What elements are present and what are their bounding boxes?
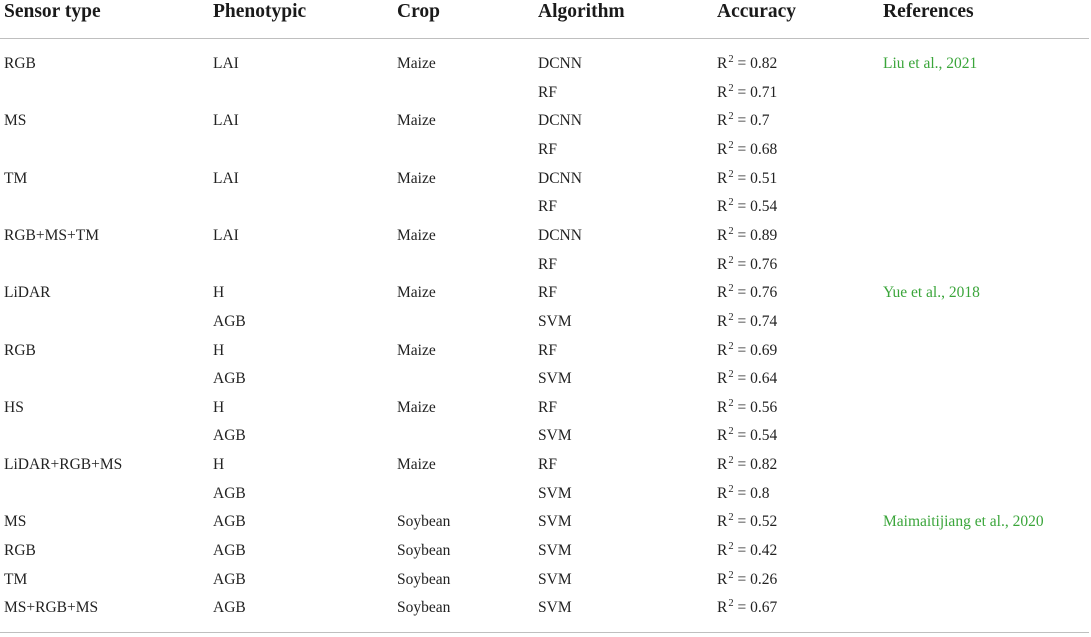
sensor-type-cell: MS: [4, 513, 27, 531]
algorithm-cell: DCNN: [538, 55, 582, 72]
crop-cell: Soybean: [397, 570, 451, 588]
table-row: [0, 570, 1091, 599]
table-row: [0, 169, 1091, 198]
table-header: [0, 0, 1091, 40]
phenotypic-cell: AGB: [213, 427, 246, 445]
accuracy-equals: =: [733, 169, 751, 187]
accuracy-symbol: R: [717, 513, 728, 531]
accuracy-equals: =: [733, 83, 751, 101]
crop-cell: Maize: [397, 226, 436, 244]
accuracy-exponent: 2: [728, 569, 734, 581]
reference-link[interactable]: Maimaitijiang et al., 2020: [883, 513, 1044, 531]
accuracy-symbol: R: [717, 341, 728, 359]
accuracy-symbol: R: [717, 83, 728, 101]
algorithm-cell: SVM: [538, 427, 572, 445]
accuracy-equals: =: [733, 599, 751, 617]
accuracy-symbol: R: [717, 198, 728, 216]
accuracy-value: 0.8: [750, 484, 770, 502]
accuracy-exponent: 2: [728, 512, 734, 524]
table-row: [0, 255, 1091, 284]
accuracy-exponent: 2: [728, 225, 734, 237]
table-row: [0, 369, 1091, 398]
reference-link[interactable]: Liu et al., 2021: [883, 55, 978, 72]
table-row: [0, 54, 1091, 83]
phenotypic-cell: AGB: [213, 513, 246, 531]
accuracy-symbol: R: [717, 169, 728, 187]
phenotypic-cell: AGB: [213, 599, 246, 617]
phenotypic-cell: LAI: [213, 112, 239, 130]
accuracy-symbol: R: [717, 284, 728, 302]
algorithm-cell: RF: [538, 284, 557, 302]
accuracy-exponent: 2: [728, 426, 734, 438]
algorithm-cell: RF: [538, 140, 557, 158]
accuracy-exponent: 2: [728, 455, 734, 467]
crop-cell: Maize: [397, 456, 436, 474]
table-row: [0, 455, 1091, 484]
accuracy-symbol: R: [717, 570, 728, 588]
accuracy-cell: [717, 312, 777, 332]
accuracy-equals: =: [733, 198, 751, 216]
table-row: [0, 283, 1091, 312]
accuracy-cell: [717, 512, 777, 532]
phenotypic-cell: H: [213, 398, 225, 416]
accuracy-equals: =: [733, 370, 751, 388]
accuracy-equals: =: [733, 542, 751, 560]
accuracy-equals: =: [733, 226, 751, 244]
accuracy-symbol: R: [717, 599, 728, 617]
accuracy-exponent: 2: [728, 397, 734, 409]
header-sensor-type: Sensor type: [4, 1, 101, 22]
accuracy-equals: =: [733, 55, 751, 72]
accuracy-symbol: R: [717, 112, 728, 130]
accuracy-exponent: 2: [728, 598, 734, 610]
sensor-type-cell: MS: [4, 112, 27, 130]
table-row: [0, 226, 1091, 255]
accuracy-exponent: 2: [728, 254, 734, 266]
accuracy-cell: [717, 169, 777, 189]
phenotypic-cell: H: [213, 284, 225, 302]
algorithm-cell: RF: [538, 255, 557, 273]
sensor-type-cell: TM: [4, 169, 28, 187]
accuracy-symbol: R: [717, 456, 728, 474]
crop-cell: Soybean: [397, 513, 451, 531]
sensor-type-cell: RGB: [4, 542, 36, 560]
table-row: [0, 541, 1091, 570]
accuracy-value: 0.82: [750, 55, 778, 72]
accuracy-equals: =: [733, 456, 751, 474]
accuracy-value: 0.76: [750, 284, 778, 302]
header-phenotypic: Phenotypic: [213, 1, 307, 22]
accuracy-symbol: R: [717, 140, 728, 158]
header-rule: [0, 38, 1089, 39]
accuracy-symbol: R: [717, 312, 728, 330]
accuracy-symbol: R: [717, 484, 728, 502]
table-row: [0, 111, 1091, 140]
table-row: [0, 512, 1091, 541]
phenotypic-cell: AGB: [213, 370, 246, 388]
accuracy-cell: [717, 83, 777, 103]
phenotypic-cell: H: [213, 456, 225, 474]
accuracy-value: 0.51: [750, 169, 778, 187]
algorithm-cell: DCNN: [538, 169, 582, 187]
accuracy-cell: [717, 369, 777, 389]
header-algorithm: Algorithm: [538, 1, 625, 22]
accuracy-cell: [717, 541, 777, 561]
accuracy-equals: =: [733, 398, 751, 416]
algorithm-cell: RF: [538, 198, 557, 216]
accuracy-exponent: 2: [728, 139, 734, 151]
algorithm-cell: RF: [538, 456, 557, 474]
accuracy-value: 0.74: [750, 312, 778, 330]
accuracy-value: 0.89: [750, 226, 778, 244]
table-row: [0, 341, 1091, 370]
table-row: [0, 312, 1091, 341]
accuracy-equals: =: [733, 570, 751, 588]
accuracy-exponent: 2: [728, 369, 734, 381]
algorithm-cell: SVM: [538, 312, 572, 330]
accuracy-value: 0.68: [750, 140, 778, 158]
crop-cell: Soybean: [397, 542, 451, 560]
accuracy-cell: [717, 570, 777, 590]
accuracy-symbol: R: [717, 542, 728, 560]
phenotypic-cell: AGB: [213, 570, 246, 588]
accuracy-equals: =: [733, 484, 751, 502]
sensor-type-cell: HS: [4, 398, 24, 416]
bottom-rule: [0, 632, 1089, 633]
header-crop: Crop: [397, 1, 440, 22]
phenotypic-cell: LAI: [213, 55, 239, 72]
accuracy-cell: [717, 140, 777, 160]
accuracy-cell: [717, 283, 777, 303]
accuracy-value: 0.82: [750, 456, 778, 474]
accuracy-exponent: 2: [728, 54, 734, 65]
phenotypic-cell: H: [213, 341, 225, 359]
accuracy-exponent: 2: [728, 340, 734, 352]
accuracy-symbol: R: [717, 55, 728, 72]
accuracy-exponent: 2: [728, 283, 734, 295]
accuracy-value: 0.67: [750, 599, 778, 617]
algorithm-cell: DCNN: [538, 112, 582, 130]
crop-cell: Maize: [397, 169, 436, 187]
algorithm-cell: SVM: [538, 513, 572, 531]
accuracy-exponent: 2: [728, 311, 734, 323]
table-row: [0, 598, 1091, 627]
phenotypic-cell: AGB: [213, 484, 246, 502]
accuracy-exponent: 2: [728, 111, 734, 123]
table-row: [0, 83, 1091, 112]
algorithm-cell: SVM: [538, 599, 572, 617]
accuracy-value: 0.76: [750, 255, 778, 273]
accuracy-cell: [717, 341, 777, 361]
sensor-type-cell: RGB: [4, 341, 36, 359]
accuracy-equals: =: [733, 255, 751, 273]
crop-cell: Maize: [397, 284, 436, 302]
accuracy-value: 0.54: [750, 427, 778, 445]
algorithm-cell: RF: [538, 341, 557, 359]
sensor-type-cell: LiDAR: [4, 284, 51, 302]
accuracy-equals: =: [733, 513, 751, 531]
crop-cell: Soybean: [397, 599, 451, 617]
table-row: [0, 484, 1091, 513]
accuracy-cell: [717, 255, 777, 275]
accuracy-equals: =: [733, 341, 751, 359]
crop-cell: Maize: [397, 398, 436, 416]
algorithm-cell: SVM: [538, 542, 572, 560]
accuracy-value: 0.69: [750, 341, 778, 359]
header-references: References: [883, 1, 974, 22]
accuracy-cell: [717, 111, 769, 131]
accuracy-value: 0.7: [750, 112, 770, 130]
accuracy-exponent: 2: [728, 197, 734, 209]
table-row: [0, 426, 1091, 455]
table-row: [0, 140, 1091, 169]
algorithm-cell: DCNN: [538, 226, 582, 244]
phenotypic-cell: LAI: [213, 226, 239, 244]
accuracy-exponent: 2: [728, 82, 734, 94]
accuracy-value: 0.64: [750, 370, 778, 388]
table-row: [0, 398, 1091, 427]
accuracy-value: 0.26: [750, 570, 778, 588]
accuracy-value: 0.56: [750, 398, 778, 416]
accuracy-cell: [717, 426, 777, 446]
crop-cell: Maize: [397, 55, 436, 72]
table-row: [0, 197, 1091, 226]
header-accuracy: Accuracy: [717, 1, 797, 22]
accuracy-value: 0.42: [750, 542, 778, 560]
accuracy-symbol: R: [717, 398, 728, 416]
phenotypic-cell: LAI: [213, 169, 239, 187]
crop-cell: Maize: [397, 112, 436, 130]
accuracy-cell: [717, 484, 769, 504]
accuracy-symbol: R: [717, 370, 728, 388]
accuracy-symbol: R: [717, 255, 728, 273]
algorithm-cell: SVM: [538, 370, 572, 388]
sensor-type-cell: LiDAR+RGB+MS: [4, 456, 123, 474]
phenotypic-cell: AGB: [213, 312, 246, 330]
sensor-type-cell: RGB+MS+TM: [4, 226, 100, 244]
accuracy-exponent: 2: [728, 168, 734, 180]
accuracy-cell: [717, 226, 777, 246]
accuracy-exponent: 2: [728, 483, 734, 495]
accuracy-equals: =: [733, 427, 751, 445]
phenotypic-cell: AGB: [213, 542, 246, 560]
sensor-type-cell: MS+RGB+MS: [4, 599, 99, 617]
sensor-type-cell: TM: [4, 570, 28, 588]
accuracy-equals: =: [733, 312, 751, 330]
accuracy-exponent: 2: [728, 541, 734, 553]
sensor-type-cell: RGB: [4, 55, 36, 72]
algorithm-cell: RF: [538, 398, 557, 416]
algorithm-cell: SVM: [538, 484, 572, 502]
accuracy-equals: =: [733, 112, 751, 130]
accuracy-cell: [717, 598, 777, 618]
accuracy-equals: =: [733, 284, 751, 302]
accuracy-cell: [717, 197, 777, 217]
algorithm-cell: SVM: [538, 570, 572, 588]
algorithm-cell: RF: [538, 83, 557, 101]
accuracy-value: 0.71: [750, 83, 778, 101]
accuracy-cell: [717, 54, 777, 74]
accuracy-value: 0.52: [750, 513, 778, 531]
accuracy-cell: [717, 455, 777, 475]
accuracy-equals: =: [733, 140, 751, 158]
accuracy-cell: [717, 398, 777, 418]
accuracy-symbol: R: [717, 226, 728, 244]
crop-cell: Maize: [397, 341, 436, 359]
accuracy-value: 0.54: [750, 198, 778, 216]
accuracy-symbol: R: [717, 427, 728, 445]
reference-link[interactable]: Yue et al., 2018: [883, 284, 980, 302]
